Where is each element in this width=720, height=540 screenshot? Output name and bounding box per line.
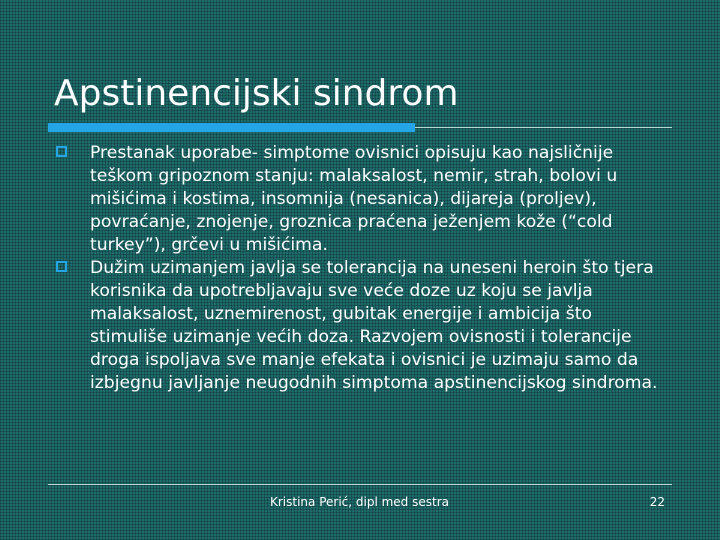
footer-divider — [48, 484, 672, 485]
slide-title: Apstinencijski sindrom — [54, 73, 459, 114]
bullet-item — [54, 142, 672, 257]
title-underline-accent — [48, 123, 415, 132]
bullet-list — [54, 142, 672, 395]
bullet-text: Prestanak uporabe- simptome ovisnici opisuju kao najsličnije teškom gripoznom stanju: malaksalost, nemir, strah, bolovi u mišićima i kostima, insomnija (nesanica), dijareja (proljev), povraćanje, znojenje, groznica praćena ježenjem kože (“cold turkey”), grčevi u mišićima. — [90, 143, 618, 255]
square-bullet-icon — [56, 146, 67, 157]
page-number: 22 — [649, 495, 665, 509]
footer-author: Kristina Perić, dipl med sestra — [270, 495, 449, 509]
bullet-item — [54, 257, 672, 395]
title-underline — [48, 123, 672, 132]
bullet-text: Dužim uzimanjem javlja se tolerancija na uneseni heroin što tjera korisnika da upotrebljavaju sve veće doze uz koju se javlja malaksalost, uznemirenost, gubitak energije i ambicija što stimuliše uzimanje većih doza. Razvojem ovisnosti i tolerancije droga ispoljava sve manje efekata i ovisnici je uzimaju samo da izbjegnu javljanje neugodnih simptoma apstinencijskog sindroma. — [90, 258, 658, 393]
square-bullet-icon — [56, 261, 67, 272]
